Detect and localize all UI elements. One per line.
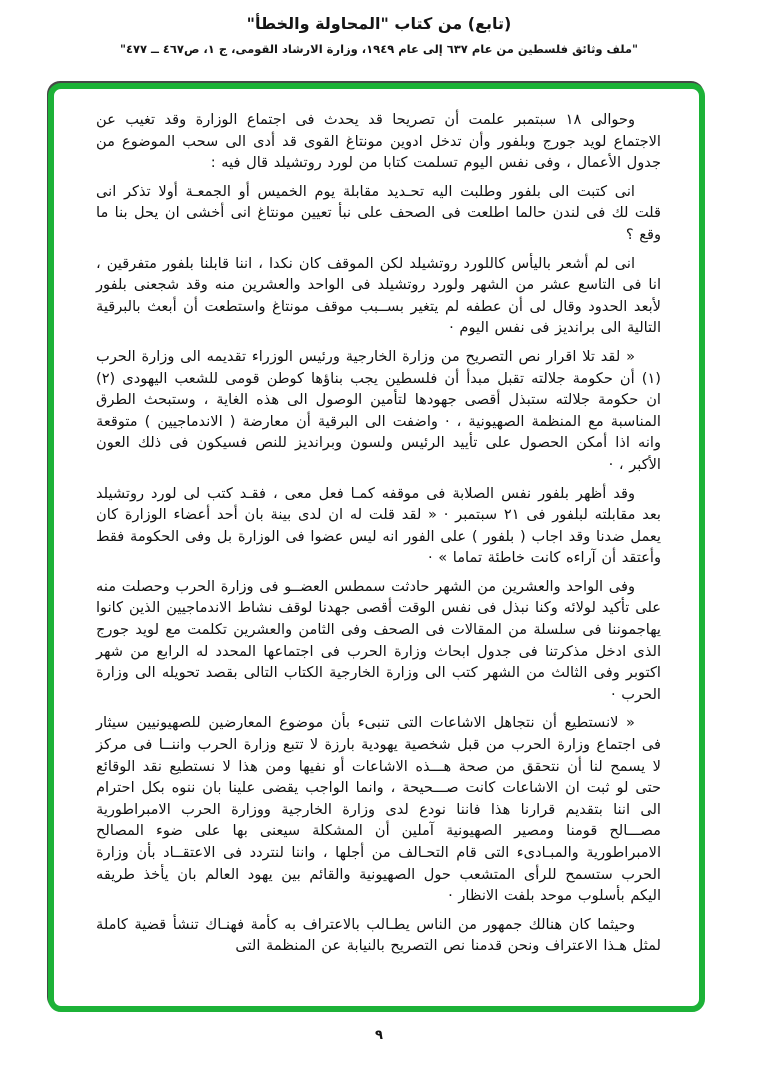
- page-body-text: [54, 89, 699, 1006]
- paragraph: وقد أظهر بلفور نفس الصلابة فى موقفه كمـا فعل معى ، فقـد كتب لى لورد روتشيلد بعد مقابلته لبلفور فى ٢١ سبتمبر · « لقد قلت له ان لدى بينة بان أحد أعضاء الوزارة كان يعمل ضدنا وقد اجاب ( بلفور ) على الفور انه ليس عضوا فى الوزارة بل وفى الحكومة فقط وأعتقد أن آراءه كانت خاطئة تماما » ·: [96, 484, 661, 567]
- green-highlight-annotation-box: [48, 83, 705, 1012]
- page-number: ٩: [375, 1028, 383, 1043]
- source-citation: "ملف وثائق فلسطين من عام ٦٣٧ إلى عام ١٩٤٩، وزارة الارشاد القومى، ج ١، ص٤٦٧ ــ ٤٧٧": [119, 42, 639, 56]
- page-header: [0, 13, 758, 57]
- paragraph: وحيثما كان هنالك جمهور من الناس يطـالب بالاعتراف به كأمة فهنـاك تنشأ قضية كاملة لمثل هـذا الاعتراف ونحن قدمنا نص التصريح بالنيابة عن المنظمة التى: [96, 915, 661, 955]
- paragraph: « لانستطيع أن نتجاهل الاشاعات التى تنبىء بأن موضوع المعارضين للصهيونيين سيثار فى اجتماع وزارة الحرب من قبل شخصية يهودية بارزة لا تتبع وزارة الحرب واننــا فى مركز لا يسمح لنا أن نتحقق من صحة هـــذه الاشاعات أو نفيها ومن هذا لا نستطيع نقد الوقائع حتى لو ثبت ان الاشاعات كانت صـــحيحة ، وانما الواجب يقضى علينا بان ننوه بكل احترام الى اننا بتقديم قرارنا هذا فاننا نودع لدى وزارة الخارجية ووزارة الحرب الامبراطورية مصـــالح قومنا ومصير الصهيونية آملين أن المشكلة سيعنى بها على ضوء المصالح الامبراطورية والمبـادىء التى قام التحـالف من أجلها ، واننا لنتردد فى الاعتقــاد بأن وزارة الحرب ستسمح للرأى المتشعب حول الصهيونية والقائم بين يهود العالم بان يأخذ طريقه اليكم بأسلوب موحد بلفت الانظار ·: [96, 714, 661, 905]
- paragraph: « لقد تلا اقرار نص التصريح من وزارة الخارجية ورئيس الوزراء تقديمه الى وزارة الحرب (١) أن حكومة جلالته تقبل مبدأ أن فلسطين يجب بناؤها كوطن قومى للشعب اليهودى (٢) ان حكومة جلالته ستبذل أقصى جهودها لتأمين الوصول الى هذه الغاية ، وستبحث الطرق المناسبة مع المنظمة الصهيونية ، · واضفت الى البرقية أن معارضة ( الاندماجيين ) متوقعة وانه اذا أمكن الحصول على تأييد الرئيس ولسون وبرانديز للنص فسيكون فى ذلك العون الأكبر ، ·: [96, 347, 661, 473]
- paragraph: وحوالى ١٨ سبتمبر علمت أن تصريحا قد يحدث فى اجتماع الوزارة وقد تغيب عن الاجتماع لويد جورج وبلفور وأن تدخل ادوين مونتاغ القوى قد أدى الى سحب الموضوع من جدول الأعمال ، وفى نفس اليوم تسلمت كتابا من لورد روتشيلد قال فيه :: [96, 111, 661, 172]
- paragraph: انى كتبت الى بلفور وطلبت اليه تحـديد مقابلة يوم الخميس أو الجمعـة أولا تذكر انى قلت لك فى لندن حالما اطلعت فى الصحف على نبأ تعيين مونتاغ انى أخشى ان يحل بنا ما وقع ؟: [96, 182, 661, 243]
- paragraph: انى لم أشعر باليأس كاللورد روتشيلد لكن الموقف كان نكدا ، اننا قابلنا بلفور متفرقين ، انا فى التاسع عشر من الشهر ولورد روتشيلد فى الواحد والعشرين منه وقد شجعنى بلفور لأبعد الحدود وقال لى أن عطفه لم يتغير بســبب موقف مونتاغ واستطعت أن أبعث بالبرقية التالية الى برانديز فى نفس اليوم ·: [96, 254, 661, 337]
- paragraph: وفى الواحد والعشرين من الشهر حادثت سمطس العضــو فى وزارة الحرب وحصلت منه على تأكيد لولائه وكنا نبذل فى نفس الوقت أقصى جهدنا لوقف نشاط الاندماجيين الذين كانوا يهاجموننا فى سلسلة من المقالات فى الصحف وفى الثامن والعشرين تكلمت مع لويد جورج الذى ادخل مذكرتنا فى جدول ابحاث وزارة الحرب فى اجتماعها المحدد له الرابع من شهر اكتوبر وفى الثالث من الشهر كتب الى وزارة الخارجية الكتاب التالى بقصد تحويله الى وزارة الحرب ·: [96, 577, 661, 703]
- book-title: (تابع) من كتاب "المحاولة والخطأ": [246, 14, 512, 33]
